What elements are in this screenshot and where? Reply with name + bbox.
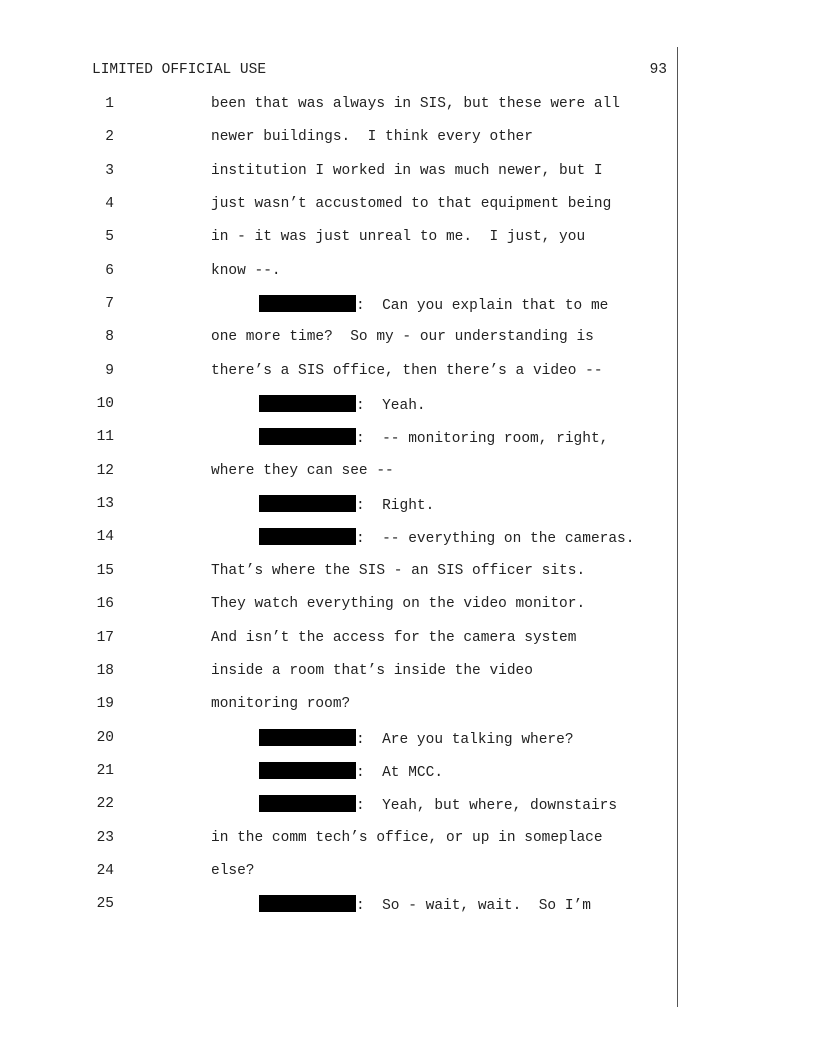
transcript-line xyxy=(0,328,816,361)
line-number: 16 xyxy=(96,596,114,613)
transcript-line xyxy=(0,295,816,328)
line-text xyxy=(259,795,617,815)
line-content: institution I worked in was much newer, but I xyxy=(211,162,603,179)
line-number: 6 xyxy=(105,262,114,279)
line-number: 15 xyxy=(96,562,114,579)
line-text xyxy=(259,395,426,415)
redacted-speaker-name xyxy=(259,528,356,545)
transcript-line xyxy=(0,95,816,128)
line-number: 8 xyxy=(105,329,114,346)
transcript-line xyxy=(0,795,816,828)
line-text xyxy=(211,95,620,113)
line-text xyxy=(211,162,603,180)
line-content: : -- monitoring room, right, xyxy=(356,431,609,448)
transcript-line xyxy=(0,762,816,795)
transcript-line xyxy=(0,729,816,762)
line-number: 2 xyxy=(105,129,114,146)
line-content: newer buildings. I think every other xyxy=(211,129,533,146)
transcript-line xyxy=(0,895,816,928)
line-number: 3 xyxy=(105,162,114,179)
line-content: They watch everything on the video monitor. xyxy=(211,596,586,613)
line-text xyxy=(211,562,585,580)
line-number: 4 xyxy=(105,196,114,213)
page-header xyxy=(92,62,667,80)
line-content: in - it was just unreal to me. I just, you xyxy=(211,229,586,246)
transcript-body xyxy=(0,95,816,929)
line-number: 22 xyxy=(96,796,114,813)
transcript-line xyxy=(0,395,816,428)
line-number: 7 xyxy=(105,296,114,313)
line-text xyxy=(259,762,443,782)
line-number: 1 xyxy=(105,96,114,112)
redacted-speaker-name xyxy=(259,395,356,412)
line-text xyxy=(211,629,576,647)
transcript-line xyxy=(0,128,816,161)
transcript-line xyxy=(0,562,816,595)
line-number: 17 xyxy=(96,629,114,646)
transcript-line xyxy=(0,495,816,528)
line-text xyxy=(211,462,394,480)
line-text xyxy=(211,695,350,713)
line-text xyxy=(259,895,591,915)
line-content: : Right. xyxy=(356,498,435,515)
redacted-speaker-name xyxy=(259,729,356,746)
line-text xyxy=(211,662,533,680)
line-content: And isn’t the access for the camera system xyxy=(211,629,577,646)
transcript-line xyxy=(0,262,816,295)
page-number: 93 xyxy=(649,62,667,78)
redacted-speaker-name xyxy=(259,895,356,912)
line-content: : Yeah, but where, downstairs xyxy=(356,798,618,815)
transcript-line xyxy=(0,162,816,195)
line-content: inside a room that’s inside the video xyxy=(211,662,533,679)
redacted-speaker-name xyxy=(259,495,356,512)
line-text xyxy=(211,262,281,280)
line-number: 10 xyxy=(96,396,114,413)
line-text xyxy=(211,595,585,613)
line-text xyxy=(259,729,574,749)
line-number: 21 xyxy=(96,762,114,779)
line-content: : Can you explain that to me xyxy=(356,298,609,315)
redacted-speaker-name xyxy=(259,295,356,312)
transcript-line xyxy=(0,428,816,461)
line-number: 14 xyxy=(96,529,114,546)
transcript-line xyxy=(0,595,816,628)
line-text xyxy=(211,228,585,246)
line-content: : At MCC. xyxy=(356,764,444,781)
line-content: been that was always in SIS, but these were all xyxy=(211,96,620,112)
line-content: : -- everything on the cameras. xyxy=(356,531,635,548)
line-content: : So - wait, wait. So I’m xyxy=(356,898,591,915)
redacted-speaker-name xyxy=(259,762,356,779)
transcript-line xyxy=(0,462,816,495)
line-text xyxy=(259,528,634,548)
line-number: 25 xyxy=(96,896,114,913)
line-text xyxy=(211,195,611,213)
transcript-line xyxy=(0,629,816,662)
line-number: 19 xyxy=(96,696,114,713)
line-text xyxy=(211,829,603,847)
transcript-line xyxy=(0,695,816,728)
line-text xyxy=(211,862,255,880)
line-content: know --. xyxy=(211,262,281,279)
transcript-line xyxy=(0,195,816,228)
transcript-line xyxy=(0,662,816,695)
line-content: That’s where the SIS - an SIS officer sits. xyxy=(211,562,586,579)
line-number: 12 xyxy=(96,462,114,479)
line-content: monitoring room? xyxy=(211,696,351,713)
line-content: : Are you talking where? xyxy=(356,731,574,748)
line-content: there’s a SIS office, then there’s a video -- xyxy=(211,362,603,379)
line-text xyxy=(259,495,434,515)
line-text xyxy=(211,128,533,146)
line-text xyxy=(211,362,603,380)
line-content: where they can see -- xyxy=(211,462,394,479)
line-text xyxy=(259,428,608,448)
line-number: 9 xyxy=(105,362,114,379)
line-number: 5 xyxy=(105,229,114,246)
line-content: : Yeah. xyxy=(356,398,426,415)
transcript-line xyxy=(0,362,816,395)
line-text xyxy=(211,328,594,346)
transcript-line xyxy=(0,862,816,895)
transcript-line xyxy=(0,228,816,261)
line-number: 20 xyxy=(96,729,114,746)
line-content: one more time? So my - our understanding is xyxy=(211,329,594,346)
classification-label: LIMITED OFFICIAL USE xyxy=(92,62,267,78)
redacted-speaker-name xyxy=(259,795,356,812)
line-content: in the comm tech’s office, or up in someplace xyxy=(211,829,603,846)
line-number: 18 xyxy=(96,662,114,679)
line-number: 11 xyxy=(96,429,114,446)
transcript-line xyxy=(0,528,816,561)
transcript-line xyxy=(0,829,816,862)
redacted-speaker-name xyxy=(259,428,356,445)
line-content: else? xyxy=(211,862,255,879)
line-content: just wasn’t accustomed to that equipment being xyxy=(211,196,612,213)
line-number: 13 xyxy=(96,496,114,513)
line-number: 23 xyxy=(96,829,114,846)
line-number: 24 xyxy=(96,862,114,879)
line-text xyxy=(259,295,608,315)
